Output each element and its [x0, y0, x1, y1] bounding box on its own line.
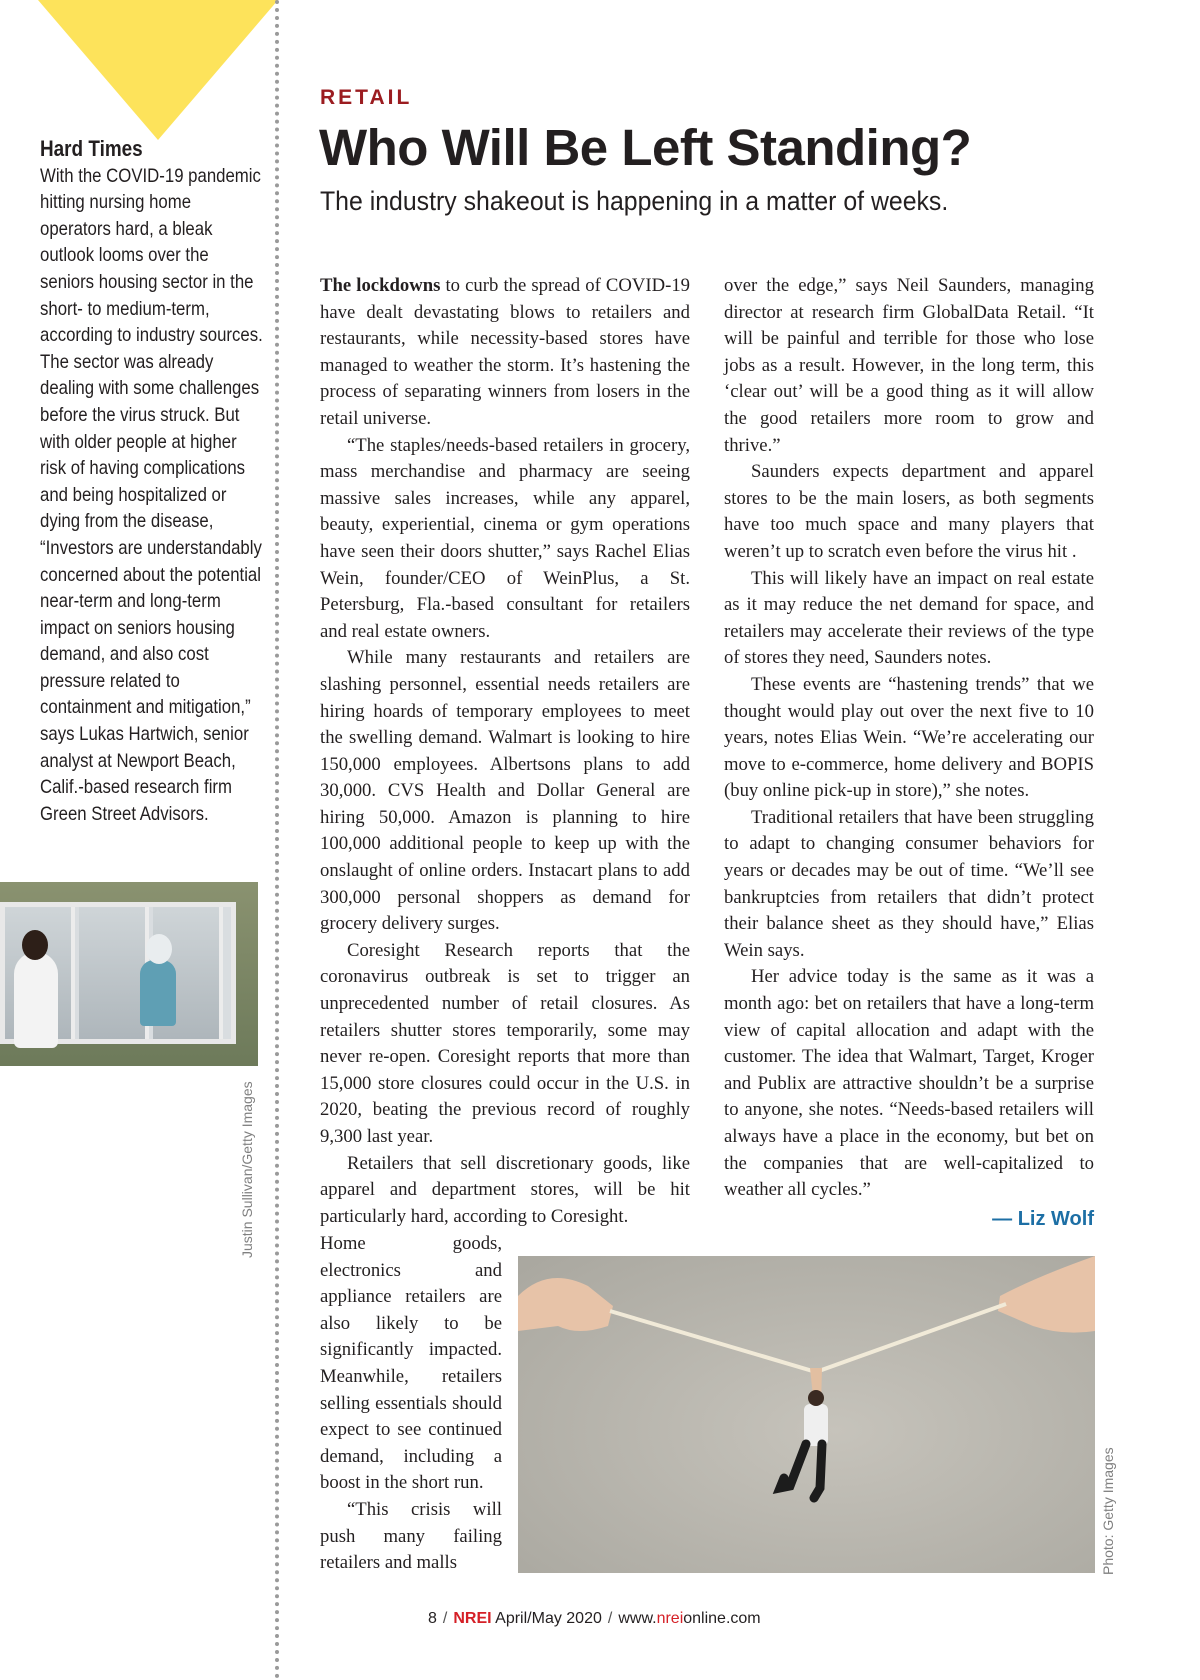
section-kicker: RETAIL	[320, 86, 413, 109]
column-divider	[275, 0, 279, 1680]
sidebar-hard-times	[40, 136, 265, 827]
article-photo	[518, 1256, 1095, 1573]
sidebar-photo	[0, 882, 258, 1066]
issue-date: April/May 2020	[495, 1610, 602, 1627]
article-paragraph: Traditional retailers that have been struggling to adapt to changing consumer behaviors for years or decades may be out of time. “We’ll see bankruptcies from retailers that didn’t protect their balance sheet as they should have,” Elias Wein says.	[724, 806, 1094, 961]
page-footer: 8 / NREI April/May 2020 / www.nreionline.com	[428, 1610, 761, 1627]
article-paragraph: “The staples/needs-based retailers in grocery, mass merchandise and pharmacy are seeing massive sales increases, while any apparel, beauty, experiential, cinema or gym operations have seen their doors shutter,” says Rachel Elias Wein, founder/CEO of WeinPlus, a St. Petersburg, Fla.-based consultant for retailers and real estate owners.	[320, 434, 690, 642]
article-deck: The industry shakeout is happening in a matter of weeks.	[320, 186, 949, 216]
article-paragraph: Coresight Research reports that the coronavirus outbreak is set to trigger an unprecedented number of retail closures. As retailers shutter stores temporarily, some may never re-open. Coresight reports that more than 15,000 store closures could occur in the U.S. in 2020, beating the previous record of roughly 9,300 last year.	[320, 939, 690, 1147]
article-paragraph: “This crisis will push many failing retailers and malls	[320, 1498, 502, 1574]
article-paragraph: The lockdowns to curb the spread of COVID-19 have dealt devastating blows to retailers and restaurants, while necessity-based stores have managed to weather the storm. It’s hastening the process of separating winners from losers in the retail universe.	[320, 275, 691, 429]
article-paragraph: Her advice today is the same as it was a month ago: bet on retailers that have a long-term view of capital allocation and adapt with the customer. The idea that Walmart, Target, Kroger and Publix are attractive shouldn’t be a surprise to anyone, she notes. “Needs-based retailers will always have a place in the economy, but bet on the companies that are well-capitalized to weather all cycles.”	[724, 966, 1094, 1201]
website-url[interactable]: www.nreionline.com	[618, 1610, 761, 1627]
article-paragraph: Retailers that sell discretionary goods, like apparel and department stores, will be hit particularly hard, according to Coresight.	[320, 1152, 690, 1227]
article-column-left	[320, 273, 690, 1230]
corner-triangle-decoration	[38, 0, 278, 140]
sidebar-body: With the COVID-19 pandemic hitting nursing home operators hard, a bleak outlook looms over the seniors housing sector in the short- to medium-term, according to industry sources. The sector was already dealing with some challenges before the virus struck. But with older people at higher risk of having complications and being hospitalized or dying from the disease, “Investors are understandably concerned about the potential near-term and long-term impact on seniors housing demand, and also cost pressure related to containment and mitigation,” says Lukas Hartwich, senior analyst at Newport Beach, Calif.-based research firm Green Street Advisors.	[40, 164, 263, 825]
article-paragraph: These events are “hastening trends” that we thought would play out over the next five to 10 years, notes Elias Wein. “We’re accelerating our move to e-commerce, home delivery and BOPIS (buy online pick-up in store),” she notes.	[724, 673, 1094, 802]
page-number: 8	[428, 1610, 437, 1627]
article-paragraph: over the edge,” says Neil Saunders, managing director at research firm GlobalData Retail. “It will be painful and terrible for those who lose jobs as a result. However, in the long term, this ‘clear out’ will be a good thing as it will allow the good retailers more room to grow and thrive.”	[724, 275, 1094, 456]
sidebar-title: Hard Times	[40, 136, 143, 161]
article-column-right	[724, 273, 1094, 1232]
byline: — Liz Wolf	[992, 1207, 1094, 1230]
article-column-left-wrap	[320, 1231, 502, 1577]
article-paragraph: This will likely have an impact on real estate as it may reduce the net demand for space, and retailers may accelerate their reviews of the type of stores they need, Saunders notes.	[724, 567, 1094, 669]
lead-in: The lockdowns	[320, 275, 441, 296]
article-paragraph: Saunders expects department and apparel stores to be the main losers, as both segments have too much space and many players that weren’t up to scratch even before the virus hit .	[724, 461, 1094, 562]
article-paragraph: Home goods, electronics and appliance retailers are also likely to be significantly impacted. Meanwhile, retailers selling essentials should expect to see continued demand, including a boost in the short run.	[320, 1233, 502, 1494]
article-paragraph: While many restaurants and retailers are slashing personnel, essential needs retailers are hiring hoards of temporary employees to meet the swelling demand. Walmart is looking to hire 150,000 employees. Albertsons plans to add 30,000. CVS Health and Dollar General are hiring 50,000. Amazon is planning to hire 100,000 additional people to keep up with the onslaught of online orders. Instacart plans to add 300,000 personal shoppers as demand for grocery delivery surges.	[320, 647, 690, 935]
article-headline: Who Will Be Left Standing?	[319, 119, 972, 176]
publication-name: NREI	[453, 1610, 492, 1627]
article-photo-credit: Photo: Getty Images	[1100, 1447, 1116, 1575]
sidebar-photo-credit: Justin Sullivan/Getty Images	[239, 1081, 255, 1258]
